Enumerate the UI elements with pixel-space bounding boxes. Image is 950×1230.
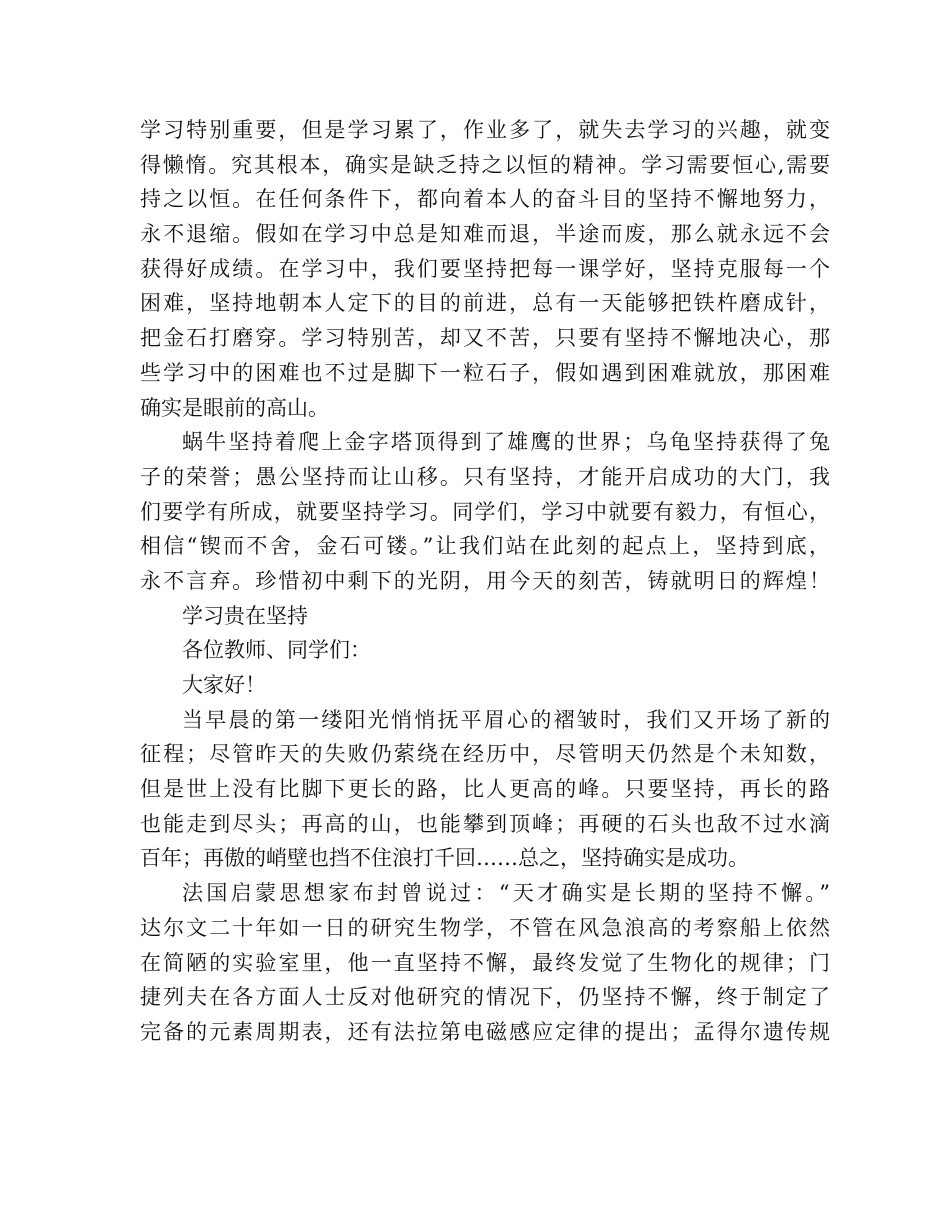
text-line: 相信“锲而不舍，金石可镂。”让我们站在此刻的起点上，坚持到底， <box>140 534 830 559</box>
text-line: 获得好成绩。在学习中，我们要坚持把每一课学好，坚持克服每一个 <box>140 256 830 281</box>
text-line: 学习贵在坚持 <box>182 603 308 628</box>
text-line: 把金石打磨穿。学习特别苦，却又不苦，只要有坚持不懈地决心，那 <box>140 326 830 351</box>
text-line: 永不退缩。假如在学习中总是知难而退，半途而废，那么就永远不会 <box>140 222 830 247</box>
text-line: 子的荣誉；愚公坚持而让山移。只有坚持，才能开启成功的大门，我 <box>140 464 830 489</box>
text-line: 达尔文二十年如一日的研究生物学，不管在风急浪高的考察船上依然 <box>140 915 830 940</box>
text-line: 但是世上没有比脚下更长的路，比人更高的峰。只要坚持，再长的路 <box>140 777 830 802</box>
text-line: 捷列夫在各方面人士反对他研究的情况下，仍坚持不懈，终于制定了 <box>140 985 830 1010</box>
text-line: 些学习中的困难也不过是脚下一粒石子，假如遇到困难就放，那困难 <box>140 360 830 385</box>
text-line: 也能走到尽头；再高的山，也能攀到顶峰；再硬的石头也敌不过水滴 <box>140 811 830 836</box>
text-line: 困难，坚持地朝本人定下的目的前进，总有一天能够把铁杵磨成针， <box>140 291 830 316</box>
text-line: 完备的元素周期表，还有法拉第电磁感应定律的提出；孟得尔遗传规 <box>140 1019 830 1044</box>
text-line: 征程；尽管昨天的失败仍萦绕在经历中，尽管明天仍然是个未知数， <box>140 742 830 767</box>
text-line: 当早晨的第一缕阳光悄悄抚平眉心的褶皱时，我们又开场了新的 <box>182 707 830 732</box>
text-line: 得懒惰。究其根本，确实是缺乏持之以恒的精神。学习需要恒心,需要 <box>140 152 830 177</box>
text-line: 持之以恒。在任何条件下，都向着本人的奋斗目的坚持不懈地努力， <box>140 187 830 212</box>
text-line: 们要学有所成，就要坚持学习。同学们，学习中就要有毅力，有恒心， <box>140 499 830 524</box>
text-line: 法国启蒙思想家布封曾说过：“天才确实是长期的坚持不懈。” <box>182 881 830 906</box>
body-text <box>140 113 830 1050</box>
text-line: 学习特别重要，但是学习累了，作业多了，就失去学习的兴趣，就变 <box>140 118 830 142</box>
text-line: 永不言弃。珍惜初中剩下的光阴，用今天的刻苦，铸就明日的辉煌！ <box>140 568 830 593</box>
text-line: 各位教师、同学们： <box>182 638 371 663</box>
text-line: 大家好！ <box>182 673 266 697</box>
text-line: 蜗牛坚持着爬上金字塔顶得到了雄鹰的世界；乌龟坚持获得了兔 <box>182 430 830 455</box>
text-line: 确实是眼前的高山。 <box>140 395 329 420</box>
text-line: 百年；再傲的峭壁也挡不住浪打千回……总之，坚持确实是成功。 <box>140 846 749 871</box>
text-line: 在简陋的实验室里，他一直坚持不懈，最终发觉了生物化的规律；门 <box>140 950 830 975</box>
